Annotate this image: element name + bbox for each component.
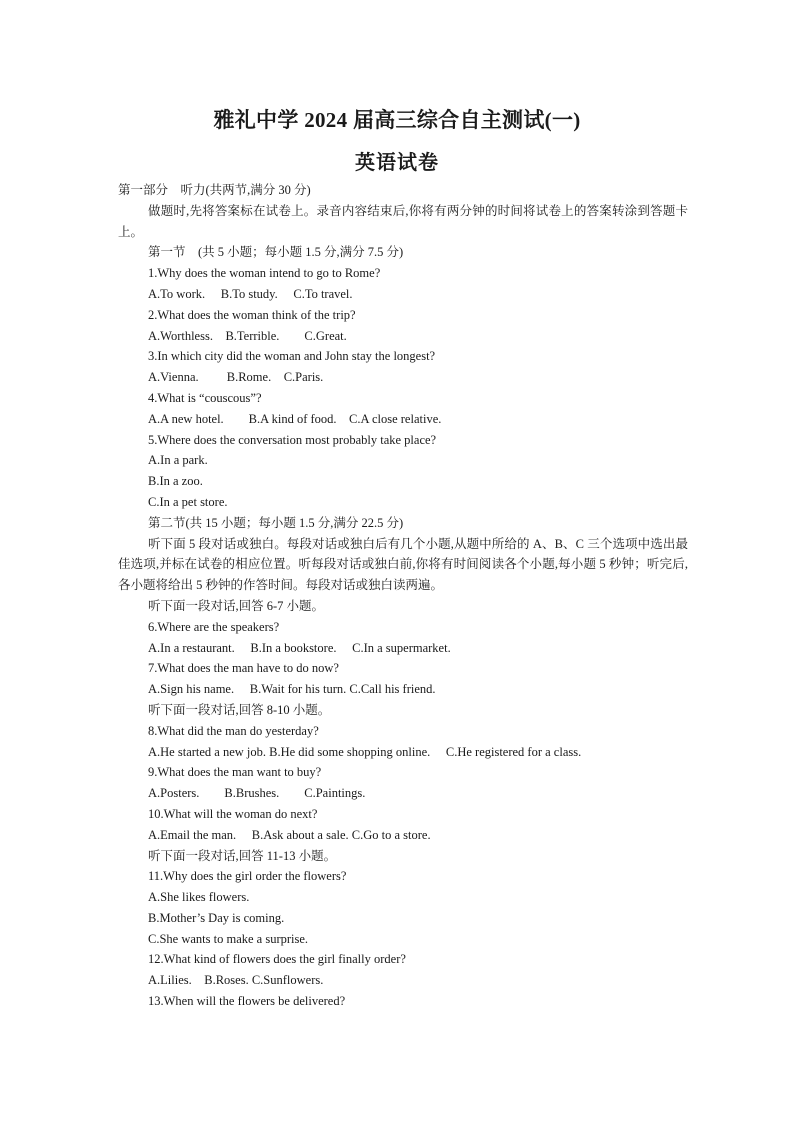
- options-line: A.Worthless. B.Terrible. C.Great.: [148, 328, 347, 343]
- exam-subtitle: 英语试卷: [355, 152, 439, 174]
- question-line: 6.Where are the speakers?: [148, 619, 280, 634]
- options-line: A.Lilies. B.Roses. C.Sunflowers.: [148, 973, 324, 988]
- dialogue-instruction: 听下面一段对话,回答 8-10 小题。: [148, 702, 331, 717]
- question-line: 7.What does the man have to do now?: [148, 661, 339, 676]
- options-line: A.Posters. B.Brushes. C.Paintings.: [148, 786, 366, 801]
- section2-heading: 第二节(共 15 小题；每小题 1.5 分,满分 22.5 分): [148, 515, 404, 530]
- question-line: 2.What does the woman think of the trip?: [148, 307, 356, 322]
- question-line: 13.When will the flowers be delivered?: [148, 994, 346, 1009]
- part1-instructions: 做题时,先将答案标在试卷上。录音内容结束后,你将有两分钟的时间将试卷上的答案转涂到答题卡上。: [118, 203, 688, 239]
- question-line: 4.What is “couscous”?: [148, 390, 262, 405]
- options-line: B.Mother’s Day is coming.: [148, 910, 285, 925]
- question-line: 1.Why does the woman intend to go to Rome?: [148, 266, 381, 281]
- dialogue-instruction: 听下面一段对话,回答 6-7 小题。: [148, 598, 325, 613]
- question-line: 5.Where does the conversation most probably take place?: [148, 432, 437, 447]
- options-line: C.She wants to make a surprise.: [148, 931, 309, 946]
- question-line: 10.What will the woman do next?: [148, 806, 318, 821]
- options-line: A.Vienna. B.Rome. C.Paris.: [148, 370, 324, 385]
- question-line: 9.What does the man want to buy?: [148, 765, 322, 780]
- options-line: C.In a pet store.: [148, 494, 228, 509]
- section1-heading: 第一节 (共 5 小题；每小题 1.5 分,满分 7.5 分): [148, 245, 404, 260]
- question-line: 12.What kind of flowers does the girl finally order?: [148, 952, 406, 967]
- question-line: 3.In which city did the woman and John stay the longest?: [148, 349, 436, 364]
- part1-heading: 第一部分 听力(共两节,满分 30 分): [118, 183, 311, 197]
- question-line: 8.What did the man do yesterday?: [148, 723, 319, 738]
- dialogue-instruction: 听下面一段对话,回答 11-13 小题。: [148, 848, 337, 863]
- options-line: A.Email the man. B.Ask about a sale. C.Go to a store.: [148, 827, 431, 842]
- options-line: A.Sign his name. B.Wait for his turn. C.Call his friend.: [148, 682, 436, 697]
- options-line: A.A new hotel. B.A kind of food. C.A close relative.: [148, 411, 442, 426]
- options-line: A.To work. B.To study. C.To travel.: [148, 286, 353, 301]
- options-line: A.In a restaurant. B.In a bookstore. C.In a supermarket.: [148, 640, 451, 655]
- options-line: A.She likes flowers.: [148, 890, 250, 905]
- question-line: 11.Why does the girl order the flowers?: [148, 869, 347, 884]
- options-line: A.He started a new job. B.He did some shopping online. C.He registered for a class.: [148, 744, 582, 759]
- exam-body: [118, 180, 688, 1012]
- section2-instructions: 听下面 5 段对话或独白。每段对话或独白后有几个小题,从题中所给的 A、B、C 三个选项中选出最佳选项,并标在试卷的相应位置。听每段对话或独白前,你将有时间阅读各个小题,每小题 5 秒钟；听完后,各小题将给出 5 秒钟的作答时间。每段对话或独白读两遍。: [118, 536, 688, 593]
- options-line: A.In a park.: [148, 453, 208, 468]
- exam-title: 雅礼中学 2024 届高三综合自主测试(一): [213, 108, 581, 132]
- options-line: B.In a zoo.: [148, 474, 203, 489]
